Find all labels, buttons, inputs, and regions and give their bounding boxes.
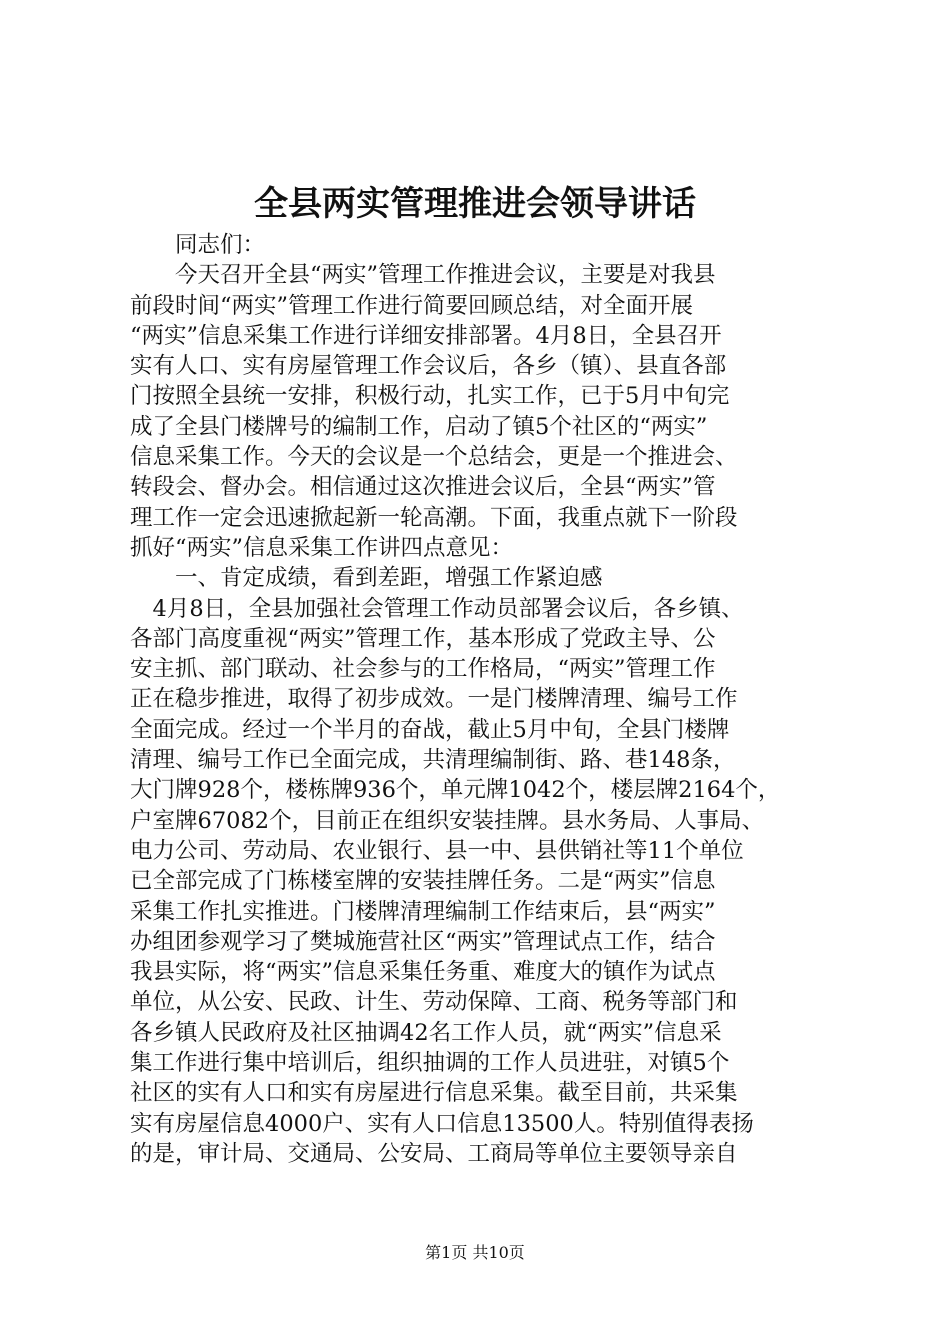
body-line: 成了全县门楼牌号的编制工作，启动了镇5个社区的“两实” — [130, 413, 708, 440]
body-line: 同志们： — [130, 232, 266, 258]
body-line: 正在稳步推进，取得了初步成效。一是门楼牌清理、编号工作 — [130, 686, 738, 713]
body-line: 前段时间“两实”管理工作进行简要回顾总结，对全面开展 — [130, 292, 694, 319]
body-line: 今天召开全县“两实”管理工作推进会议，主要是对我县 — [130, 262, 716, 289]
page-footer: 第1页 共10页 — [425, 1243, 525, 1262]
body-line: 清理、编号工作已全面完成，共清理编制街、路、巷148条， — [130, 747, 736, 774]
body-line: 大门牌928个，楼栋牌936个，单元牌1042个，楼层牌2164个， — [130, 777, 781, 804]
body-line: “两实”信息采集工作进行详细安排部署。4月8日，全县召开 — [130, 322, 722, 349]
body-line: 理工作一定会迅速掀起新一轮高潮。下面，我重点就下一阶段 — [130, 504, 738, 531]
body-line: 电力公司、劳动局、农业银行、县一中、县供销社等11个单位 — [130, 837, 744, 864]
body-line: 信息采集工作。今天的会议是一个总结会，更是一个推进会、 — [130, 444, 738, 471]
body-line: 户室牌67082个，目前正在组织安装挂牌。县水务局、人事局、 — [130, 807, 765, 834]
body-line: 各部门高度重视“两实”管理工作，基本形成了党政主导、公 — [130, 625, 716, 652]
body-line: 采集工作扎实推进。门楼牌清理编制工作结束后，县“两实” — [130, 898, 716, 925]
body-line: 4月8日，全县加强社会管理工作动员部署会议后，各乡镇、 — [130, 595, 744, 622]
document-body — [130, 230, 830, 1169]
body-line: 实有房屋信息4000户、实有人口信息13500人。特别值得表扬 — [130, 1110, 754, 1137]
body-line: 安主抓、部门联动、社会参与的工作格局，“两实”管理工作 — [130, 656, 716, 683]
body-line: 门按照全县统一安排，积极行动，扎实工作，已于5月中旬完 — [130, 383, 730, 410]
body-line: 转段会、督办会。相信通过这次推进会议后，全县“两实”管 — [130, 474, 716, 501]
body-line: 集工作进行集中培训后，组织抽调的工作人员进驻，对镇5个 — [130, 1050, 730, 1077]
body-line: 单位，从公安、民政、计生、劳动保障、工商、税务等部门和 — [130, 989, 738, 1016]
body-line: 办组团参观学习了樊城施营社区“两实”管理试点工作，结合 — [130, 928, 716, 955]
body-line: 社区的实有人口和实有房屋进行信息采集。截至目前，共采集 — [130, 1080, 738, 1107]
body-line: 抓好“两实”信息采集工作讲四点意见： — [130, 534, 514, 561]
body-line: 已全部完成了门栋楼室牌的安装挂牌任务。二是“两实”信息 — [130, 868, 716, 895]
body-line: 各乡镇人民政府及社区抽调42名工作人员，就“两实”信息采 — [130, 1019, 722, 1046]
body-line: 全面完成。经过一个半月的奋战，截止5月中旬，全县门楼牌 — [130, 716, 730, 743]
body-line: 实有人口、实有房屋管理工作会议后，各乡（镇）、县直各部 — [130, 353, 727, 380]
body-line: 我县实际，将“两实”信息采集任务重、难度大的镇作为试点 — [130, 959, 716, 986]
document-title: 全县两实管理推进会领导讲话 — [254, 184, 696, 224]
body-line: 的是，审计局、交通局、公安局、工商局等单位主要领导亲自 — [130, 1140, 738, 1167]
section-heading: 一、肯定成绩，看到差距，增强工作紧迫感 — [130, 565, 603, 592]
